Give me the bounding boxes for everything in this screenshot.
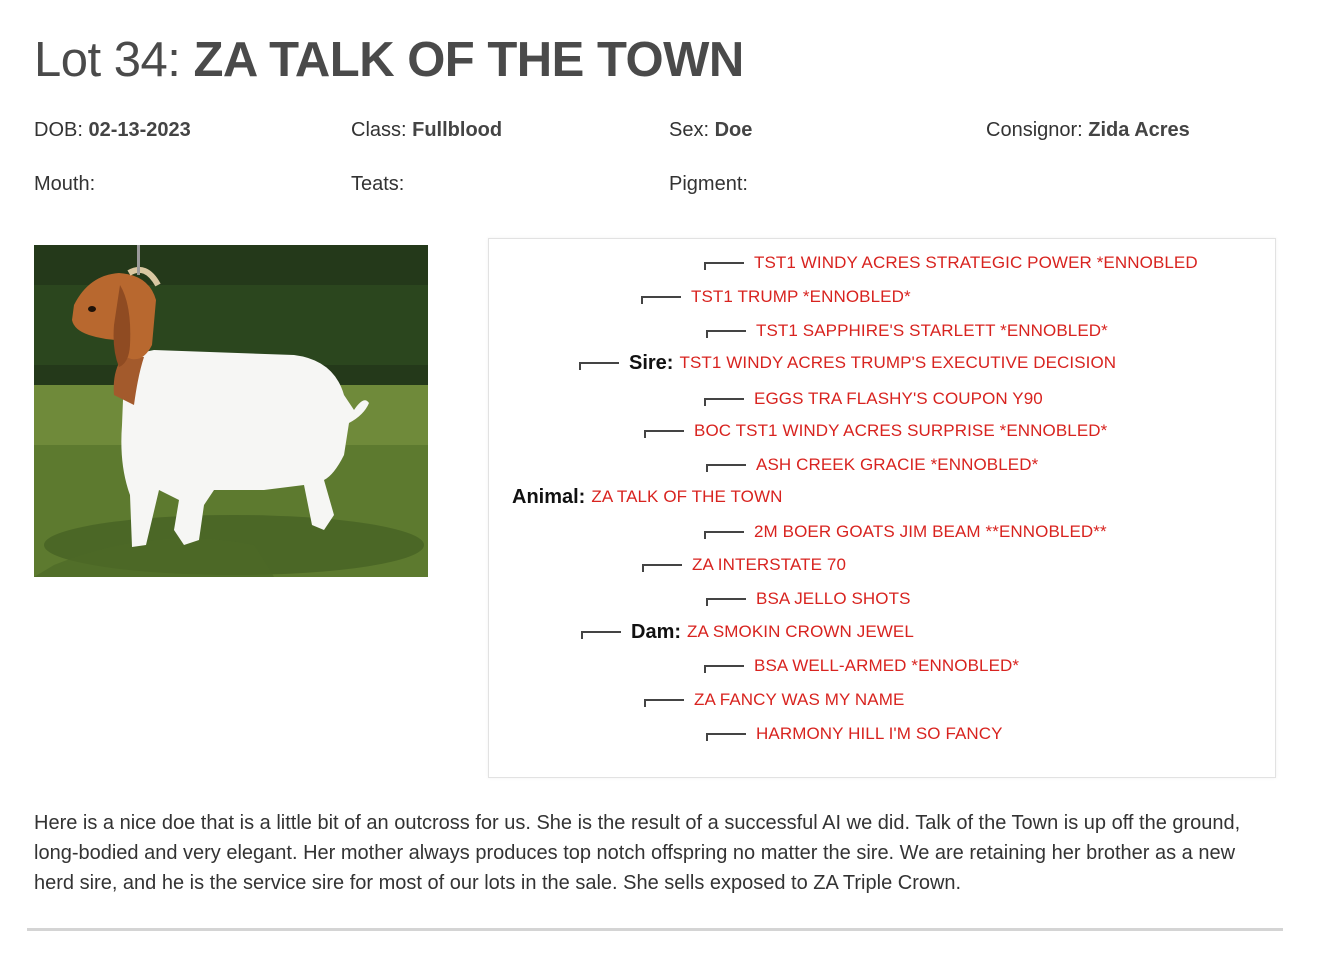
bracket-line <box>706 598 746 606</box>
lot-prefix: Lot 34: <box>34 33 194 87</box>
pedigree-name[interactable]: BOC TST1 WINDY ACRES SURPRISE *ENNOBLED* <box>694 421 1108 440</box>
bracket-line <box>706 464 746 472</box>
pedigree-dam-sire-dam <box>706 587 911 611</box>
pedigree-name[interactable]: TST1 WINDY ACRES STRATEGIC POWER *ENNOBLED <box>754 253 1198 272</box>
class-label: Class: <box>351 119 413 141</box>
pigment-field <box>669 172 748 196</box>
dob-value: 02-13-2023 <box>88 119 191 141</box>
pedigree-name[interactable]: ZA SMOKIN CROWN JEWEL <box>687 622 914 641</box>
pedigree-name[interactable]: ZA FANCY WAS MY NAME <box>694 690 905 709</box>
pedigree-dam <box>581 620 914 644</box>
bracket-line <box>706 330 746 338</box>
dob-label: DOB: <box>34 119 89 141</box>
pedigree-sire-dam-dam <box>706 453 1038 477</box>
animal-label: Animal: <box>512 485 586 508</box>
teats-field <box>351 172 404 196</box>
lot-name: ZA TALK OF THE TOWN <box>193 33 744 87</box>
pedigree-name[interactable]: 2M BOER GOATS JIM BEAM **ENNOBLED** <box>754 522 1107 541</box>
dob-field <box>34 118 191 142</box>
pedigree-dam-sire-sire <box>704 520 1107 544</box>
pedigree-name[interactable]: TST1 WINDY ACRES TRUMP'S EXECUTIVE DECISION <box>679 353 1117 372</box>
bracket-line <box>642 564 682 572</box>
pigment-label: Pigment: <box>669 173 748 195</box>
pedigree-dam-sire <box>642 553 846 577</box>
pedigree-chart <box>488 238 1276 778</box>
lot-title <box>34 30 744 90</box>
pedigree-name[interactable]: EGGS TRA FLASHY'S COUPON Y90 <box>754 389 1043 408</box>
pedigree-name[interactable]: TST1 TRUMP *ENNOBLED* <box>691 287 911 306</box>
bracket-line <box>644 699 684 707</box>
pedigree-sire-sire-dam <box>706 319 1108 343</box>
pedigree-sire-sire <box>641 285 911 309</box>
lot-description: Here is a nice doe that is a little bit of an outcross for us. She is the result of a successful AI we did. Talk of the Town is up off the ground, long-bodied and very elegant. Her mother always produces top notch offspring no matter the sire. We are retaining her brother as a new herd sire, and he is the service sire for most of our lots in the sale. She sells exposed to ZA Triple Crown. <box>34 812 1241 894</box>
sex-value: Doe <box>714 119 753 141</box>
bracket-line <box>704 531 744 539</box>
goat-photo-illustration <box>34 245 428 577</box>
pedigree-animal <box>512 485 783 509</box>
consignor-label: Consignor: <box>986 119 1089 141</box>
pedigree-sire-dam <box>644 419 1107 443</box>
consignor-value: Zida Acres <box>1088 119 1190 141</box>
mouth-field <box>34 172 95 196</box>
bracket-line <box>706 733 746 741</box>
animal-photo[interactable] <box>34 245 428 577</box>
bracket-line <box>704 665 744 673</box>
pedigree-name[interactable]: TST1 SAPPHIRE'S STARLETT *ENNOBLED* <box>756 321 1108 340</box>
bracket-line <box>581 631 621 639</box>
pedigree-dam-dam <box>644 688 904 712</box>
pedigree-sire <box>579 351 1116 375</box>
pedigree-name[interactable]: HARMONY HILL I'M SO FANCY <box>756 724 1003 743</box>
mouth-label: Mouth: <box>34 173 96 195</box>
pedigree-name[interactable]: ZA TALK OF THE TOWN <box>591 487 783 506</box>
pedigree-name[interactable]: ZA INTERSTATE 70 <box>692 555 847 574</box>
bracket-line <box>644 430 684 438</box>
pedigree-sire-dam-sire <box>704 387 1043 411</box>
pedigree-dam-dam-dam <box>706 722 1003 746</box>
bracket-line <box>641 296 681 304</box>
bracket-line <box>704 262 744 270</box>
pedigree-name[interactable]: BSA WELL-ARMED *ENNOBLED* <box>754 656 1020 675</box>
pedigree-name[interactable]: ASH CREEK GRACIE *ENNOBLED* <box>756 455 1039 474</box>
sex-label: Sex: <box>669 119 715 141</box>
dam-label: Dam: <box>631 620 682 643</box>
bracket-line <box>704 398 744 406</box>
teats-label: Teats: <box>351 173 405 195</box>
pedigree-dam-dam-sire <box>704 654 1019 678</box>
class-value: Fullblood <box>412 119 503 141</box>
sire-label: Sire: <box>629 351 674 374</box>
bracket-line <box>579 362 619 370</box>
section-divider <box>27 928 1283 931</box>
pedigree-sire-sire-sire <box>704 251 1198 275</box>
consignor-field <box>986 118 1190 142</box>
class-field <box>351 118 502 142</box>
sex-field <box>669 118 752 142</box>
pedigree-name[interactable]: BSA JELLO SHOTS <box>756 589 911 608</box>
